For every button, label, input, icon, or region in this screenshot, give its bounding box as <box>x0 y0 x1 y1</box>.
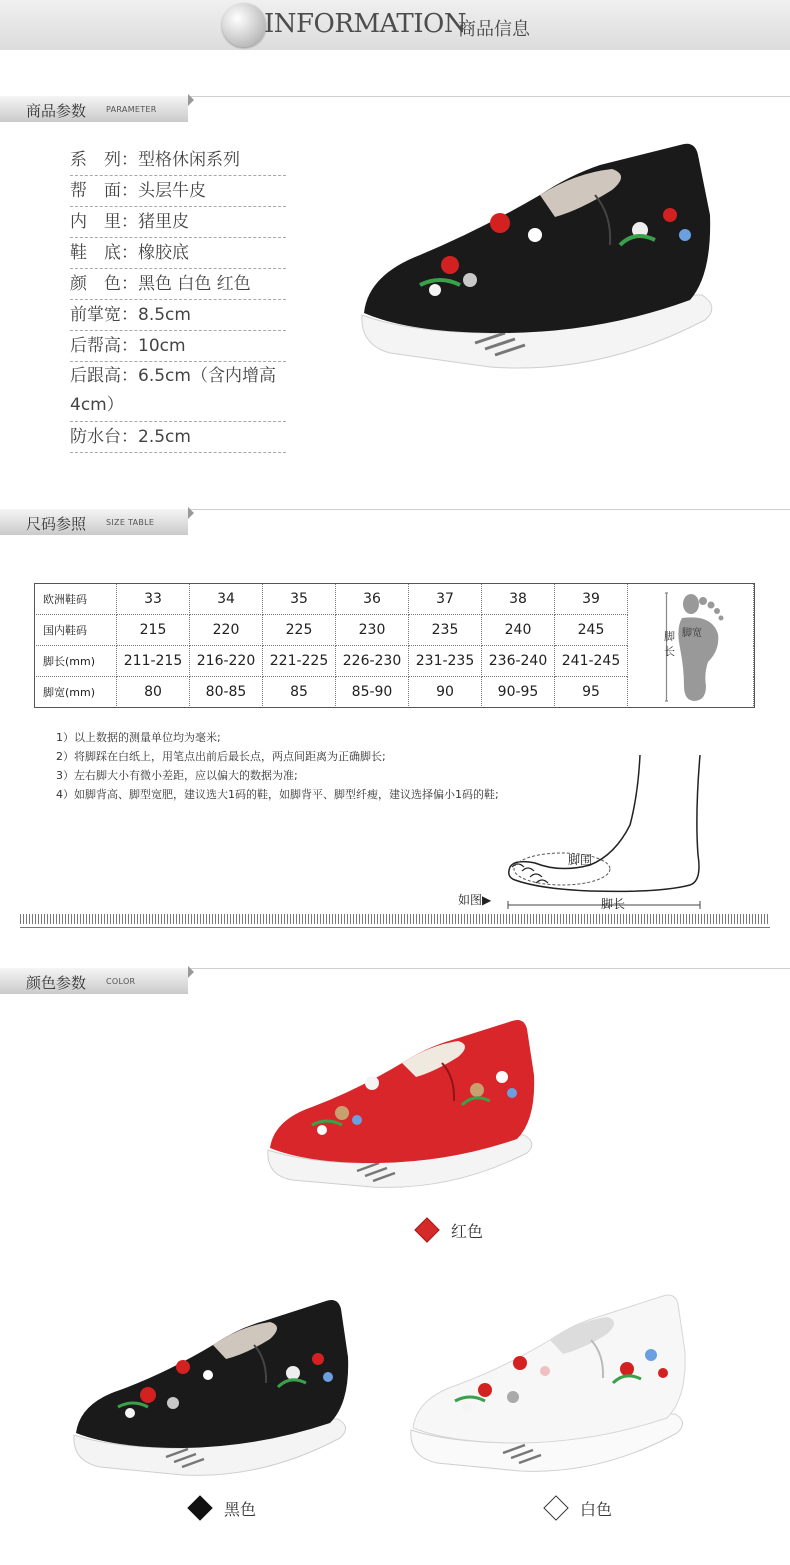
param-sole: 鞋 底：橡胶底 <box>70 238 286 269</box>
table-cell: 85 <box>263 677 336 708</box>
table-cell: 80 <box>117 677 190 708</box>
row-label: 脚宽(mm) <box>35 677 117 708</box>
table-cell: 36 <box>336 584 409 615</box>
table-cell: 90-95 <box>482 677 555 708</box>
table-cell: 33 <box>117 584 190 615</box>
parameter-title-en: PARAMETER <box>106 105 157 114</box>
table-cell: 35 <box>263 584 336 615</box>
note-item: 2）将脚踩在白纸上，用笔点出前后最长点，两点间距离为正确脚长; <box>56 750 386 763</box>
table-cell: 220 <box>190 615 263 646</box>
banner-title-en: INFORMATION <box>264 9 467 39</box>
table-cell: 240 <box>482 615 555 646</box>
table-cell: 95 <box>555 677 628 708</box>
size-table <box>34 583 754 708</box>
table-cell: 236-240 <box>482 646 555 677</box>
row-label: 脚长(mm) <box>35 646 117 677</box>
banner-title-cn: 商品信息 <box>458 19 530 40</box>
shoe-image-white <box>405 1285 695 1475</box>
note-item: 4）如脚背高、脚型宽肥，建议选大1码的鞋，如脚背平、脚型纤瘦，建议选择偏小1码的鞋; <box>56 788 499 801</box>
row-label: 国内鞋码 <box>35 615 117 646</box>
table-cell: 38 <box>482 584 555 615</box>
row-label: 欧洲鞋码 <box>35 584 117 615</box>
shoe-image-black <box>68 1295 358 1480</box>
size-section-header <box>0 509 188 535</box>
foot-measure-diagram <box>500 755 710 915</box>
note-item: 3）左右脚大小有微小差距，应以偏大的数据为准; <box>56 769 298 782</box>
table-cell: 225 <box>263 615 336 646</box>
param-heel-height: 后跟高：6.5cm（含内增高 4cm） <box>70 362 286 422</box>
param-series: 系 列：型格休闲系列 <box>70 145 286 176</box>
black-swatch-icon <box>187 1495 212 1520</box>
table-cell: 235 <box>409 615 482 646</box>
triangle-icon <box>188 507 194 519</box>
table-cell: 226-230 <box>336 646 409 677</box>
table-cell: 221-225 <box>263 646 336 677</box>
see-figure-label: 如图▶ <box>458 893 492 907</box>
table-cell: 37 <box>409 584 482 615</box>
ruler-divider <box>20 914 770 928</box>
param-lining: 内 里：猪里皮 <box>70 207 286 238</box>
red-swatch-icon <box>414 1217 439 1242</box>
table-cell: 90 <box>409 677 482 708</box>
color-title-en: COLOR <box>106 977 136 986</box>
table-cell: 39 <box>555 584 628 615</box>
banner-circle-icon <box>222 3 266 47</box>
foot-length-diagram-label: 脚长 <box>601 897 626 911</box>
table-cell: 80-85 <box>190 677 263 708</box>
color-title-cn: 颜色参数 <box>26 974 87 992</box>
info-banner <box>0 0 790 50</box>
shoe-image-black-main <box>350 135 730 375</box>
swatch-label-black: 黑色 <box>224 1500 257 1519</box>
param-forefoot-width: 前掌宽：8.5cm <box>70 300 286 331</box>
foot-girth-label: 脚围 <box>568 853 593 867</box>
foot-width-label: 脚宽 <box>682 628 702 639</box>
table-cell: 216-220 <box>190 646 263 677</box>
parameter-list <box>70 145 344 453</box>
param-upper: 帮 面：头层牛皮 <box>70 176 286 207</box>
param-platform: 防水台：2.5cm <box>70 422 286 453</box>
table-cell: 34 <box>190 584 263 615</box>
white-swatch-icon <box>543 1495 568 1520</box>
param-back-height: 后帮高：10cm <box>70 331 286 362</box>
table-cell: 85-90 <box>336 677 409 708</box>
size-notes <box>56 728 499 804</box>
table-cell: 211-215 <box>117 646 190 677</box>
table-cell: 241-245 <box>555 646 628 677</box>
size-title-en: SIZE TABLE <box>106 518 155 527</box>
triangle-icon <box>188 94 194 106</box>
table-cell: 230 <box>336 615 409 646</box>
swatch-label-white: 白色 <box>580 1500 613 1519</box>
parameter-title-cn: 商品参数 <box>26 102 87 120</box>
table-cell: 215 <box>117 615 190 646</box>
note-item: 1）以上数据的测量单位均为毫米; <box>56 731 221 744</box>
parameter-section-header <box>0 96 188 122</box>
table-cell: 231-235 <box>409 646 482 677</box>
swatch-label-red: 红色 <box>451 1222 484 1241</box>
shoe-image-red <box>262 1015 542 1190</box>
param-colors: 颜 色：黑色 白色 红色 <box>70 269 286 300</box>
table-cell: 245 <box>555 615 628 646</box>
color-section-header <box>0 968 188 994</box>
triangle-icon <box>188 966 194 978</box>
table-row <box>35 584 754 615</box>
foot-length-label: 脚长 <box>664 630 675 658</box>
size-title-cn: 尺码参照 <box>26 515 87 533</box>
foot-diagram-cell <box>628 584 754 708</box>
